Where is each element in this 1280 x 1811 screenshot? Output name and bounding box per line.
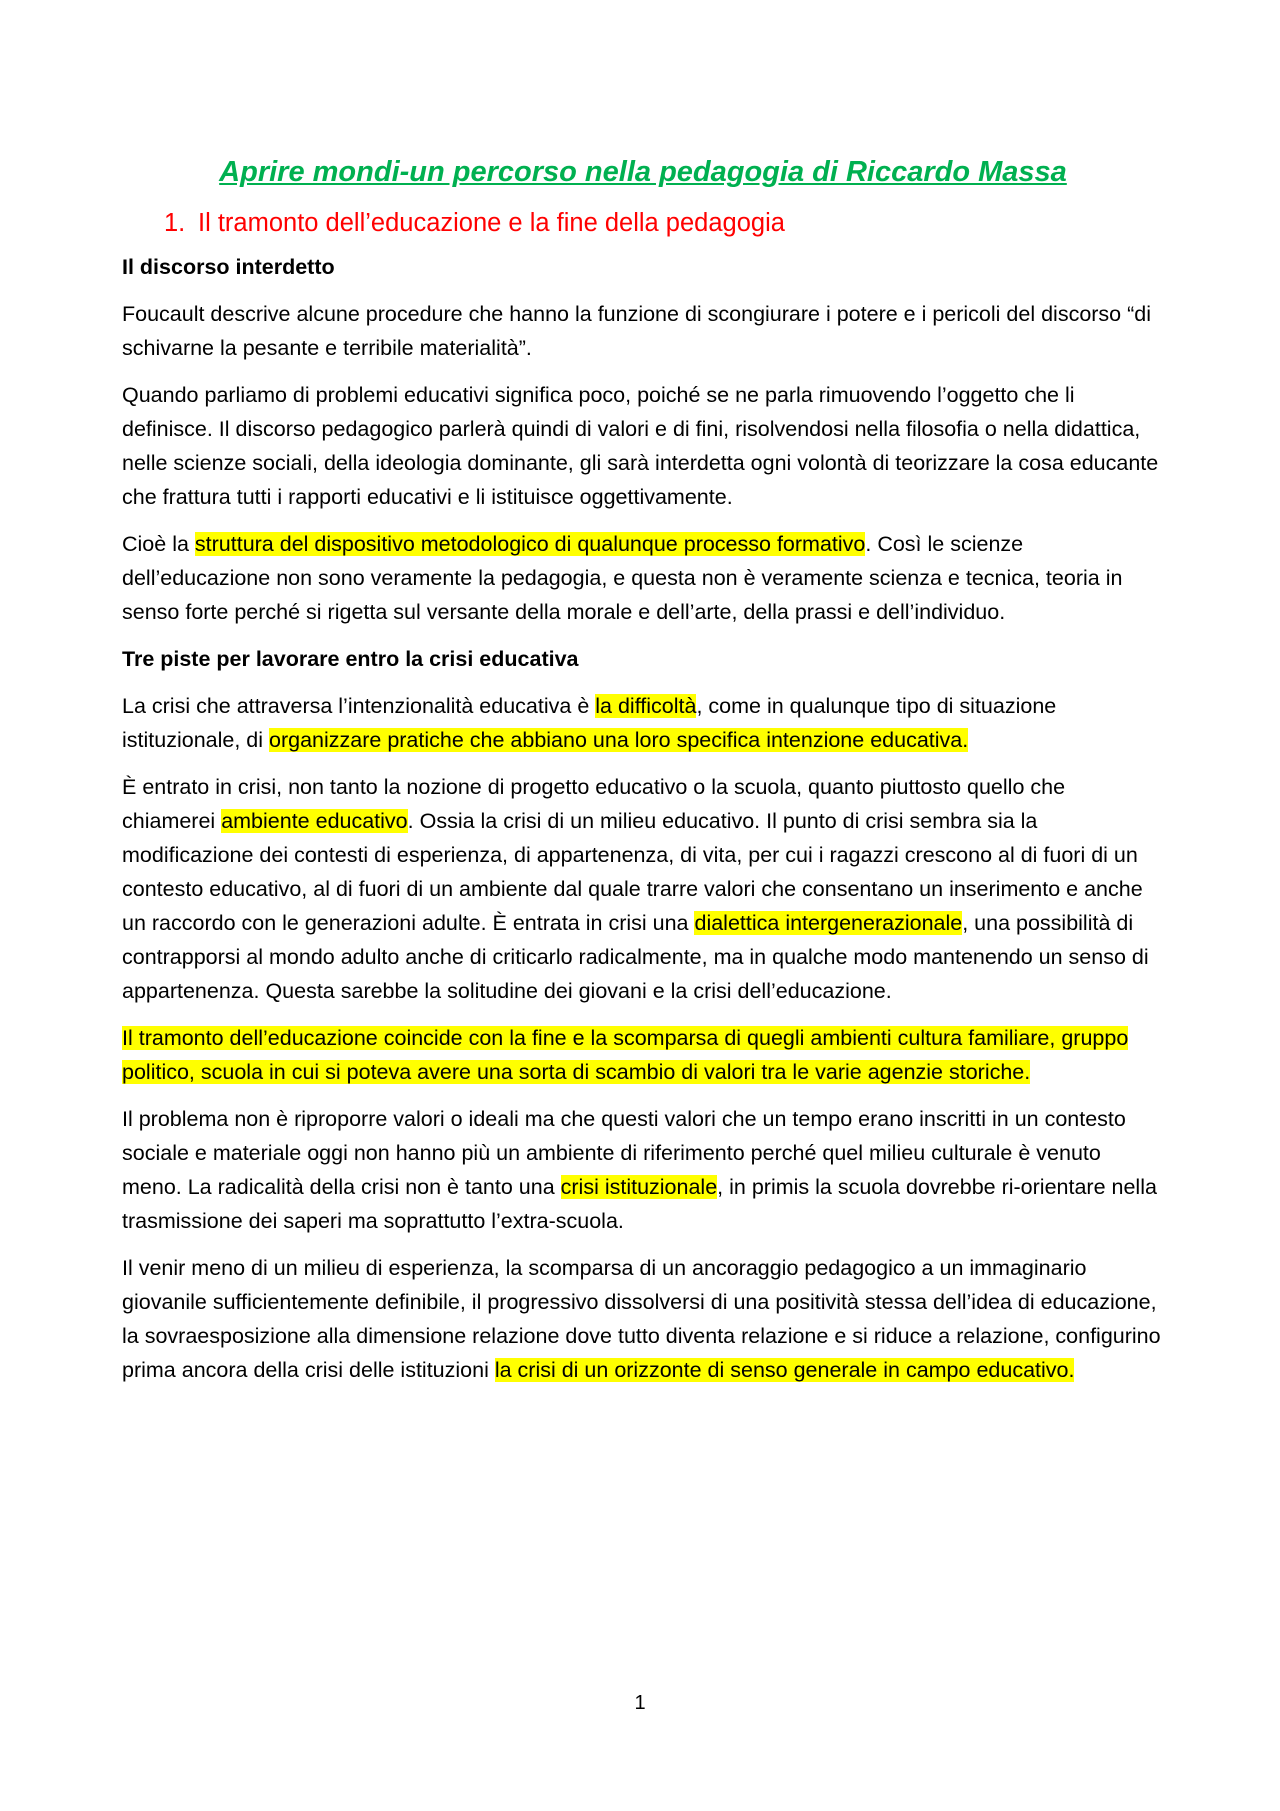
paragraph-8-text-a: Il venir meno di un milieu di esperienza, la scomparsa di un ancoraggio pedagogico a un immaginario giovanile sufficientemente definibile, il progressivo dissolversi di una positività stessa dell’idea di educazione, la sovraesposizione alla dimensione relazione dove tutto diventa relazione e si riduce a relazione, configurino prima ancora della crisi delle istituzioni xyxy=(122,1256,1161,1382)
section-number: 1. xyxy=(164,209,186,237)
paragraph-4-text-b: , come in qualunque tipo di situazione istituzionale, di xyxy=(122,694,1057,752)
paragraph-2: Quando parliamo di problemi educativi significa poco, poiché se ne parla rimuovendo l’oggetto che li definisce. Il discorso pedagogico parlerà quindi di valori e di fini, risolvendosi nella filosofia o nella didattica, nelle scienze sociali, della ideologia dominante, gli sarà interdetta ogni volontà di teorizzare la cosa educante che frattura tutti i rapporti educativi e li istituisce oggettivamente. xyxy=(122,383,1159,509)
paragraph-7-text-a: Il problema non è riproporre valori o ideali ma che questi valori che un tempo erano inscritti in un contesto sociale e materiale oggi non hanno più un ambiente di riferimento perché quel milieu culturale è venuto meno. La radicalità della crisi non è tanto una xyxy=(122,1107,1126,1199)
page-number: 1 xyxy=(634,1692,646,1714)
paragraph-7-text-b: , in primis la scuola dovrebbe ri-orientare nella trasmissione dei saperi ma soprattutto l’extra-scuola. xyxy=(122,1175,1157,1233)
paragraph-1: Foucault descrive alcune procedure che hanno la funzione di scongiurare i potere e i pericoli del discorso “di schivarne la pesante e terribile materialità”. xyxy=(122,302,1152,360)
highlight-organizzare-pratiche: organizzare pratiche che abbiano una loro specifica intenzione educativa. xyxy=(269,728,969,752)
paragraph-6 xyxy=(122,1021,1164,1089)
document-title: Aprire mondi-un percorso nella pedagogia di Riccardo Massa xyxy=(219,156,1067,188)
section-title: Il tramonto dell’educazione e la fine della pedagogia xyxy=(198,209,785,237)
highlight-tramonto-educazione: Il tramonto dell’educazione coincide con la fine e la scomparsa di quegli ambienti cultura familiare, gruppo politico, scuola in cui si poteva avere una sorta di scambio di valori tra le varie agenzie storiche. xyxy=(122,1026,1129,1084)
highlight-crisi-orizzonte: la crisi di un orizzonte di senso generale in campo educativo. xyxy=(494,1358,1075,1382)
paragraph-3 xyxy=(122,527,1164,629)
highlight-dialettica-intergenerazionale: dialettica intergenerazionale xyxy=(694,911,963,935)
page-content xyxy=(122,152,1164,1400)
paragraph-5-text-b: . Ossia la crisi di un milieu educativo. Il punto di crisi sembra sia la modificazione dei contesti di esperienza, di appartenenza, di vita, per cui i ragazzi crescono al di fuori di un contesto educativo, al di fuori di un ambiente dal quale trarre valori che consentano un inserimento e anche un raccordo con le generazioni adulte. È entrata in crisi una xyxy=(122,809,1143,935)
paragraph-4-text-a: La crisi che attraversa l’intenzionalità educativa è xyxy=(122,694,596,718)
paragraph-3-text-b: . Così le scienze dell’educazione non sono veramente la pedagogia, e questa non è veramente scienza e tecnica, teoria in senso forte perché si rigetta sul versante della morale e dell’arte, della prassi e dell’individuo. xyxy=(122,532,1123,624)
paragraph-8 xyxy=(122,1251,1164,1387)
paragraph-3-text-a: Cioè la xyxy=(122,532,195,556)
paragraph-4 xyxy=(122,689,1164,757)
highlight-ambiente-educativo: ambiente educativo xyxy=(221,809,408,833)
subheading-discorso-interdetto: Il discorso interdetto xyxy=(122,255,335,279)
highlight-la-difficolta: la difficoltà xyxy=(595,694,697,718)
paragraph-7 xyxy=(122,1102,1164,1238)
subheading-tre-piste: Tre piste per lavorare entro la crisi educativa xyxy=(122,647,579,671)
paragraph-5-text-a: È entrato in crisi, non tanto la nozione di progetto educativo o la scuola, quanto piuttosto quello che chiamerei xyxy=(122,775,1066,833)
highlight-crisi-istituzionale: crisi istituzionale xyxy=(560,1175,718,1199)
paragraph-5 xyxy=(122,770,1164,1008)
section-heading xyxy=(164,206,1164,240)
paragraph-5-text-c: , una possibilità di contrapporsi al mondo adulto anche di criticarlo radicalmente, ma in qualche modo mantenendo un senso di appartenenza. Questa sarebbe la solitudine dei giovani e la crisi dell’educazione. xyxy=(122,911,1149,1003)
highlight-struttura-dispositivo: struttura del dispositivo metodologico di qualunque processo formativo xyxy=(194,532,866,556)
